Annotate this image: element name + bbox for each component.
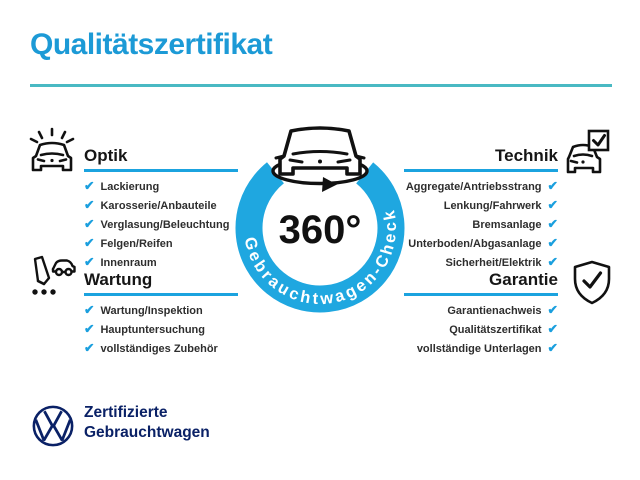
- item-label: Verglasung/Beleuchtung: [100, 218, 230, 231]
- check-icon: ✔: [84, 255, 95, 270]
- shield-check-icon: [566, 258, 618, 310]
- section-technik-items: [388, 177, 558, 272]
- list-item: [388, 215, 558, 234]
- list-item: [84, 177, 254, 196]
- item-label: Qualitätszertifikat: [449, 323, 542, 336]
- item-label: Sicherheit/Elektrik: [445, 256, 542, 269]
- list-item: [84, 339, 254, 358]
- check-icon: ✔: [84, 179, 95, 194]
- footer-brand-text: [84, 403, 210, 443]
- section-wartung-header: [84, 270, 238, 296]
- item-label: vollständiges Zubehör: [100, 342, 218, 355]
- list-item: [84, 320, 254, 339]
- check-icon: ✔: [84, 198, 95, 213]
- section-technik-header: [404, 146, 558, 172]
- footer-line2: Gebrauchtwagen: [84, 424, 210, 441]
- item-label: Aggregate/Antriebsstrang: [405, 180, 542, 193]
- ring-label: Gebrauchtwagen-Check: [240, 206, 401, 309]
- section-garantie-header: [404, 270, 558, 296]
- check-icon: ✔: [547, 255, 558, 270]
- page-title: Qualitätszertifikat: [30, 28, 273, 61]
- section-optik-items: [84, 177, 254, 272]
- item-label: Bremsanlage: [472, 218, 542, 231]
- service-checklist-icon: [26, 254, 78, 310]
- check-icon: ✔: [84, 217, 95, 232]
- item-label: vollständige Unterlagen: [416, 342, 542, 355]
- check-icon: ✔: [84, 341, 95, 356]
- check-icon: ✔: [84, 236, 95, 251]
- car-checkbox-icon: [562, 126, 614, 178]
- item-label: Lenkung/Fahrwerk: [443, 199, 542, 212]
- section-technik-underline: [404, 169, 558, 172]
- section-wartung-underline: [84, 293, 238, 296]
- list-item: [388, 320, 558, 339]
- item-label: Innenraum: [100, 256, 157, 269]
- list-item: [84, 234, 254, 253]
- section-garantie-underline: [404, 293, 558, 296]
- list-item: [388, 339, 558, 358]
- section-optik-header: [84, 146, 238, 172]
- vw-logo: [31, 404, 75, 448]
- car-rotation-icon: [273, 128, 367, 192]
- check-icon: ✔: [84, 322, 95, 337]
- item-label: Felgen/Reifen: [100, 237, 173, 250]
- car-shine-icon: [26, 126, 78, 178]
- item-label: Lackierung: [100, 180, 160, 193]
- list-item: [84, 196, 254, 215]
- item-label: Karosserie/Anbauteile: [100, 199, 217, 212]
- footer-line1: Zertifizierte: [84, 404, 168, 421]
- section-technik-title: Technik: [495, 146, 558, 165]
- check-icon: ✔: [547, 303, 558, 318]
- check-icon: ✔: [547, 198, 558, 213]
- item-label: Unterboden/Abgasanlage: [408, 237, 542, 250]
- item-label: Wartung/Inspektion: [100, 304, 203, 317]
- check-icon: ✔: [547, 322, 558, 337]
- item-label: Hauptuntersuchung: [100, 323, 205, 336]
- list-item: [388, 196, 558, 215]
- section-garantie-title: Garantie: [489, 270, 558, 289]
- list-item: [388, 301, 558, 320]
- list-item: [84, 301, 254, 320]
- section-wartung-items: [84, 301, 254, 358]
- section-garantie-items: [388, 301, 558, 358]
- degree-label: 360°: [278, 208, 362, 252]
- section-optik-title: Optik: [84, 146, 128, 165]
- item-label: Garantienachweis: [447, 304, 542, 317]
- check-icon: ✔: [547, 341, 558, 356]
- section-wartung-title: Wartung: [84, 270, 153, 289]
- check-icon: ✔: [84, 303, 95, 318]
- check-icon: ✔: [547, 236, 558, 251]
- list-item: [388, 234, 558, 253]
- title-divider: [30, 84, 612, 87]
- check-icon: ✔: [547, 179, 558, 194]
- check-icon: ✔: [547, 217, 558, 232]
- section-optik-underline: [84, 169, 238, 172]
- list-item: [388, 177, 558, 196]
- list-item: [84, 215, 254, 234]
